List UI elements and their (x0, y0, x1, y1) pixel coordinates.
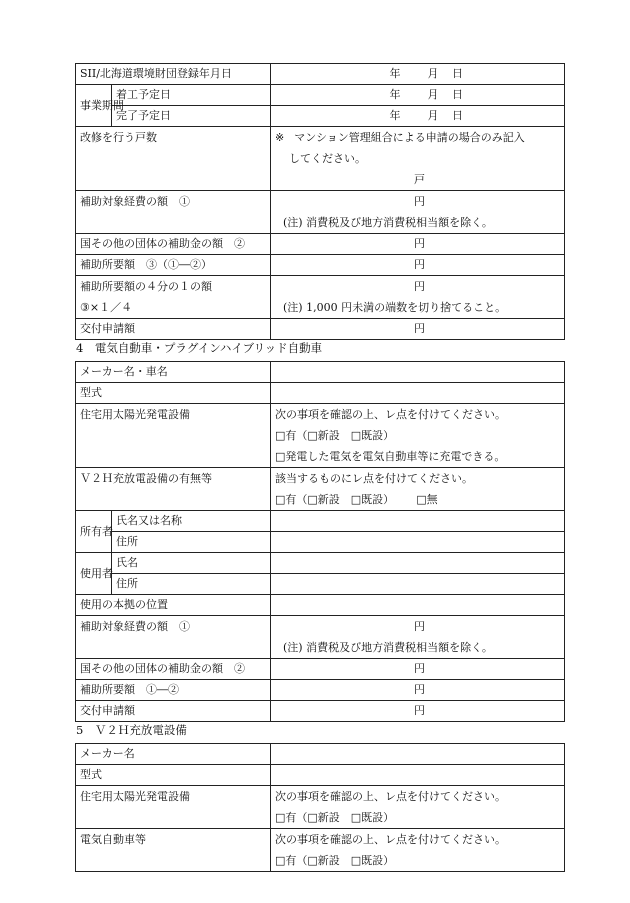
start-date-label: 着工予定日 (112, 85, 271, 106)
ev-field[interactable] (271, 829, 565, 872)
grant-amount-field[interactable]: 円 (271, 319, 565, 340)
v2h-table (75, 743, 565, 872)
check-instruction: 次の事項を確認の上、レ点を付けてください。 (275, 790, 506, 803)
yen-unit: 円 (414, 195, 425, 208)
owner-label: 所有者 (76, 511, 112, 553)
model-label: 型式 (76, 765, 271, 786)
table-row (76, 511, 565, 532)
table-row (76, 276, 565, 319)
owner-address-field[interactable] (271, 532, 565, 553)
tax-note: (注) 消費税及び地方消費税相当額を除く。 (283, 216, 493, 229)
table-row (76, 786, 565, 829)
required-amount-label: 補助所要額 ①―② (76, 680, 271, 701)
fraction-note: (注) 1,000 円未満の端数を切り捨てること。 (283, 301, 507, 314)
model-field[interactable] (271, 765, 565, 786)
required-amount-field[interactable]: 円 (271, 255, 565, 276)
table-row (76, 106, 565, 127)
v2h-presence-label: Ｖ２Ｈ充放電設備の有無等 (76, 468, 271, 511)
expense-field[interactable] (271, 191, 565, 234)
year-unit: 年 (389, 109, 401, 122)
quarter-amount-field[interactable] (271, 276, 565, 319)
v2h-checkbox-none[interactable]: □無 (416, 493, 438, 506)
start-date-field[interactable] (271, 85, 565, 106)
end-date-label: 完了予定日 (112, 106, 271, 127)
day-unit: 日 (452, 109, 463, 122)
maker-name-field[interactable] (271, 744, 565, 765)
section-4-title: 4 電気自動車・プラグインハイブリッド自動車 (76, 341, 323, 355)
grant-amount-label: 交付申請額 (76, 319, 271, 340)
application-table-upper (75, 63, 565, 340)
maker-name-label: メーカー名・車名 (76, 362, 271, 383)
units-unit: 戸 (414, 173, 425, 186)
year-unit: 年 (389, 67, 401, 80)
units-note-line-1: ※ マンション管理組合による申請の場合のみ記入 (275, 131, 525, 144)
table-row (76, 234, 565, 255)
v2h-checkbox-yes[interactable]: □有（□新設 □既設） (275, 493, 395, 506)
solar-label: 住宅用太陽光発電設備 (76, 786, 271, 829)
table-row (76, 574, 565, 595)
month-unit: 月 (427, 88, 439, 101)
other-subsidy-field[interactable]: 円 (271, 659, 565, 680)
table-row (76, 532, 565, 553)
other-subsidy-label: 国その他の団体の補助金の額 ② (76, 234, 271, 255)
user-name-field[interactable] (271, 553, 565, 574)
table-row (76, 383, 565, 404)
units-label: 改修を行う戸数 (76, 127, 271, 191)
table-row (76, 595, 565, 616)
check-instruction: 次の事項を確認の上、レ点を付けてください。 (275, 833, 506, 846)
yen-unit: 円 (414, 620, 425, 633)
base-location-field[interactable] (271, 595, 565, 616)
maker-name-field[interactable] (271, 362, 565, 383)
solar-checkbox-yes[interactable]: □有（□新設 □既設） (275, 429, 395, 442)
table-row (76, 64, 565, 85)
grant-amount-label: 交付申請額 (76, 701, 271, 722)
sii-registration-date-label: SII/北海道環境財団登録年月日 (76, 64, 271, 85)
table-row (76, 362, 565, 383)
day-unit: 日 (452, 88, 463, 101)
table-row (76, 829, 565, 872)
model-label: 型式 (76, 383, 271, 404)
table-row (76, 680, 565, 701)
other-subsidy-field[interactable]: 円 (271, 234, 565, 255)
owner-name-field[interactable] (271, 511, 565, 532)
month-unit: 月 (427, 109, 439, 122)
table-row (76, 659, 565, 680)
tax-note: (注) 消費税及び地方消費税相当額を除く。 (283, 641, 493, 654)
table-row (76, 85, 565, 106)
units-field[interactable] (271, 127, 565, 191)
table-row (76, 127, 565, 191)
table-row (76, 744, 565, 765)
units-note-line-2: してください。 (289, 152, 366, 165)
day-unit: 日 (452, 67, 463, 80)
solar-label: 住宅用太陽光発電設備 (76, 404, 271, 468)
owner-address-label: 住所 (112, 532, 271, 553)
project-period-label: 事業期間 (76, 85, 112, 127)
table-row (76, 765, 565, 786)
year-unit: 年 (389, 88, 401, 101)
quarter-amount-label: 補助所要額の４分の１の額 ③×１／４ (76, 276, 271, 319)
user-name-label: 氏名 (112, 553, 271, 574)
section-5-title: 5 Ｖ２Ｈ充放電設備 (76, 723, 187, 737)
base-location-label: 使用の本拠の位置 (76, 595, 271, 616)
expense-label: 補助対象経費の額 ① (76, 616, 271, 659)
solar-field[interactable] (271, 404, 565, 468)
solar-field[interactable] (271, 786, 565, 829)
v2h-instruction: 該当するものにレ点を付けてください。 (275, 472, 473, 485)
ev-checkbox-yes[interactable]: □有（□新設 □既設） (275, 854, 395, 867)
user-address-field[interactable] (271, 574, 565, 595)
expense-label: 補助対象経費の額 ① (76, 191, 271, 234)
owner-name-label: 氏名又は名称 (112, 511, 271, 532)
month-unit: 月 (427, 67, 439, 80)
v2h-presence-field[interactable] (271, 468, 565, 511)
other-subsidy-label: 国その他の団体の補助金の額 ② (76, 659, 271, 680)
table-row (76, 404, 565, 468)
table-row (76, 701, 565, 722)
table-row (76, 616, 565, 659)
v2h-options (275, 489, 564, 510)
table-row (76, 553, 565, 574)
user-label: 使用者 (76, 553, 112, 595)
grant-amount-field[interactable]: 円 (271, 701, 565, 722)
check-instruction: 次の事項を確認の上、レ点を付けてください。 (275, 408, 506, 421)
required-amount-field[interactable]: 円 (271, 680, 565, 701)
table-row (76, 255, 565, 276)
table-row (76, 319, 565, 340)
vehicle-table (75, 361, 565, 722)
model-field[interactable] (271, 383, 565, 404)
end-date-field[interactable] (271, 106, 565, 127)
yen-unit: 円 (414, 280, 425, 293)
user-address-label: 住所 (112, 574, 271, 595)
table-row (76, 468, 565, 511)
solar-checkbox-yes[interactable]: □有（□新設 □既設） (275, 811, 395, 824)
sii-registration-date-field[interactable] (271, 64, 565, 85)
solar-charge-checkbox[interactable]: □発電した電気を電気自動車等に充電できる。 (275, 450, 506, 463)
maker-name-label: メーカー名 (76, 744, 271, 765)
table-row (76, 191, 565, 234)
required-amount-label: 補助所要額 ③（①―②） (76, 255, 271, 276)
expense-field[interactable] (271, 616, 565, 659)
ev-label: 電気自動車等 (76, 829, 271, 872)
